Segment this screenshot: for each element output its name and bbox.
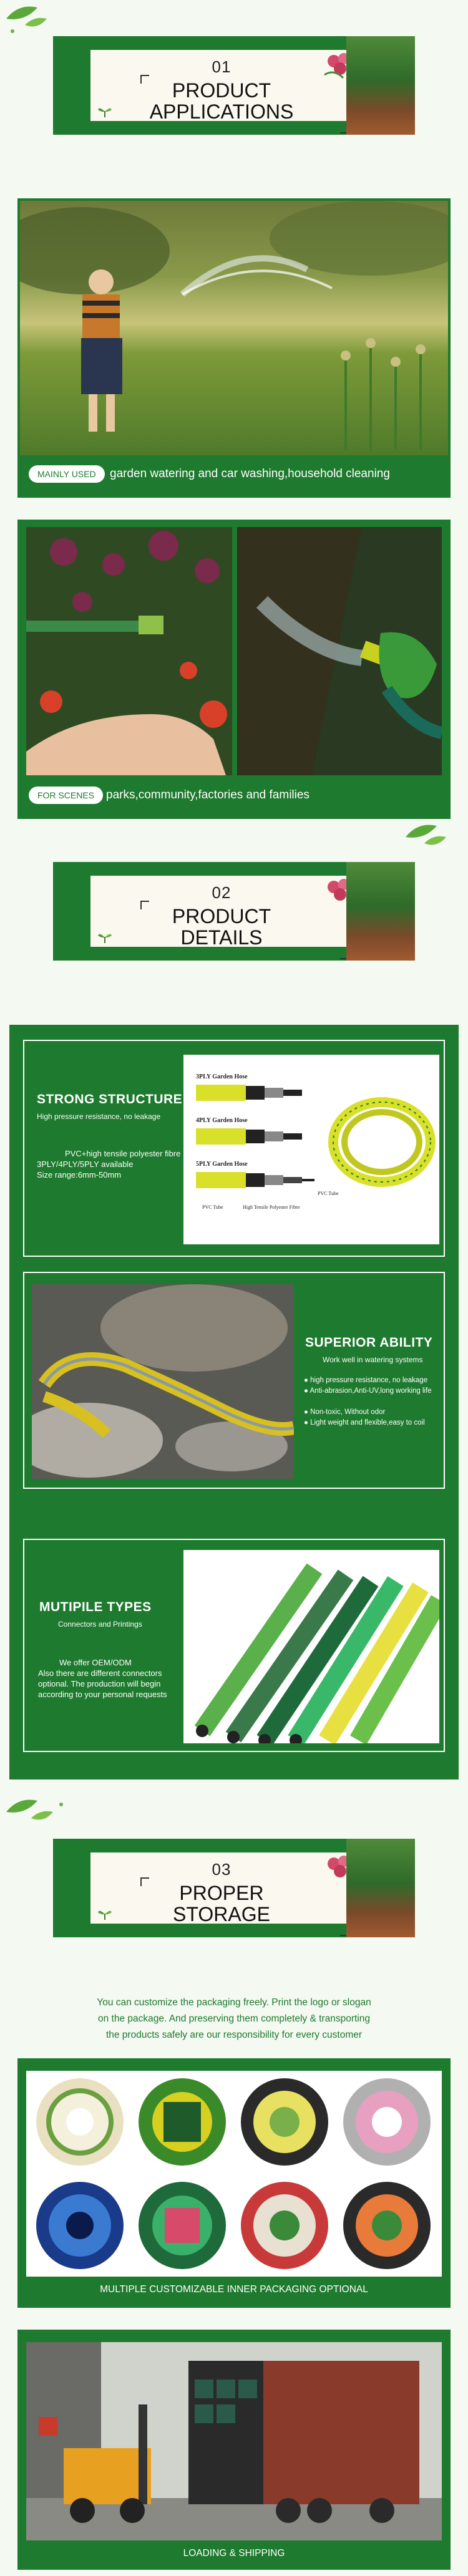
leaf-icon xyxy=(0,0,56,37)
mainly-used-text: garden watering and car washing,household cleaning xyxy=(110,467,390,480)
hose-structure-diagram xyxy=(183,1055,439,1244)
corner-mark xyxy=(140,1877,149,1886)
section-title: PRODUCT APPLICATIONS xyxy=(149,79,294,123)
bullet-icon: ● xyxy=(304,1377,311,1384)
multiple-types-subtitle: Connectors and Printings xyxy=(58,1620,142,1629)
strong-structure-box xyxy=(23,1040,445,1257)
section-title: PRODUCT DETAILS xyxy=(172,905,271,949)
plant-photo xyxy=(346,862,415,961)
hose-variety-photo xyxy=(183,1550,439,1743)
strong-line-2: 3PLY/4PLY/5PLY available xyxy=(37,1160,134,1169)
banner-card xyxy=(90,1852,353,1924)
for-scenes-text: parks,community,factories and families xyxy=(106,788,310,801)
packaging-caption: MULTIPLE CUSTOMIZABLE INNER PACKAGING OPTIONAL xyxy=(100,2284,368,2295)
shipping-frame xyxy=(17,2330,451,2570)
section-banner-01 xyxy=(53,36,415,135)
mainly-used-badge: MAINLY USED xyxy=(29,465,105,483)
garden-watering-photo xyxy=(20,201,448,455)
multiple-types-title: MUTIPILE TYPES xyxy=(39,1600,152,1614)
diagram-label-pvc-tube: PVC Tube xyxy=(202,1204,223,1210)
strong-line-1: PVC+high tensile polyester fibre xyxy=(65,1149,181,1158)
loading-shipping-photo xyxy=(26,2342,442,2540)
section-number: 03 xyxy=(212,1860,232,1879)
corner-mark xyxy=(140,901,149,909)
sprout-icon xyxy=(97,931,113,943)
leaf-icon xyxy=(0,1793,69,1831)
diagram-label-pvc-tube-2: PVC Tube xyxy=(318,1191,339,1196)
bullet-icon: ● xyxy=(304,1419,311,1426)
superior-ability-title: SUPERIOR ABILITY xyxy=(305,1335,433,1350)
leaf-icon xyxy=(399,818,456,856)
packaging-grid xyxy=(26,2071,442,2277)
shipping-caption: LOADING & SHIPPING xyxy=(183,2548,285,2559)
diagram-label-fibre: High Tensile Polyester Fibre xyxy=(243,1204,300,1210)
packaging-frame xyxy=(17,2058,451,2308)
sprout-icon xyxy=(97,1907,113,1920)
section-title: PROPER STORAGE xyxy=(173,1882,270,1925)
diagram-label-4ply: 4PLY Garden Hose xyxy=(196,1117,248,1124)
product-details-panel xyxy=(9,1025,459,1779)
superior-ability-box xyxy=(23,1272,445,1489)
photo-frame-for-scenes xyxy=(17,520,451,819)
bullet-item: ● Anti-abrasion,Anti-UV,long working life xyxy=(304,1387,432,1395)
plant-photo xyxy=(346,1839,415,1937)
multiple-line-2: Also there are different connectors xyxy=(38,1668,162,1678)
bullet-item: ● high pressure resistance, no leakage xyxy=(304,1377,428,1384)
banner-card xyxy=(90,876,353,947)
strong-structure-title: STRONG STRUCTURE xyxy=(37,1092,183,1106)
bullet-icon: ● xyxy=(304,1387,310,1395)
superior-ability-subtitle: Work well in watering systems xyxy=(323,1355,423,1364)
multiple-line-3: optional. The production will begin xyxy=(38,1679,161,1688)
section-number: 01 xyxy=(212,57,232,76)
multiple-types-box xyxy=(23,1539,445,1752)
storage-description: You can customize the packaging freely. Print the logo or slogan on the package. And preserving them completely & transporting the products safely are our responsibility for every customer xyxy=(97,1997,371,2040)
corner-mark xyxy=(140,75,149,84)
strong-line-3: Size range:6mm-50mm xyxy=(37,1170,122,1179)
section-banner-02 xyxy=(53,862,415,961)
for-scenes-badge: FOR SCENES xyxy=(29,787,103,804)
bullet-icon: ● xyxy=(304,1408,311,1416)
banner-card xyxy=(90,50,353,121)
multiple-line-4: according to your personal requests xyxy=(38,1690,167,1699)
diagram-label-5ply: 5PLY Garden Hose xyxy=(196,1161,248,1168)
strong-structure-subtitle: High pressure resistance, no leakage xyxy=(37,1112,161,1121)
photo-frame-mainly-used xyxy=(17,198,451,498)
diagram-label-3ply: 3PLY Garden Hose xyxy=(196,1073,248,1080)
sprout-icon xyxy=(97,105,113,117)
bullet-item: ● Light weight and flexible,easy to coil xyxy=(304,1419,425,1426)
plant-photo xyxy=(346,36,415,135)
multiple-line-1: We offer OEM/ODM xyxy=(59,1658,132,1667)
flowers-watering-photo xyxy=(26,527,232,775)
sprayer-photo xyxy=(237,527,442,775)
section-banner-03 xyxy=(53,1839,415,1937)
section-number: 02 xyxy=(212,883,232,902)
bullet-item: ● Non-toxic, Without odor xyxy=(304,1408,386,1416)
hose-on-rocks-photo xyxy=(32,1284,294,1479)
